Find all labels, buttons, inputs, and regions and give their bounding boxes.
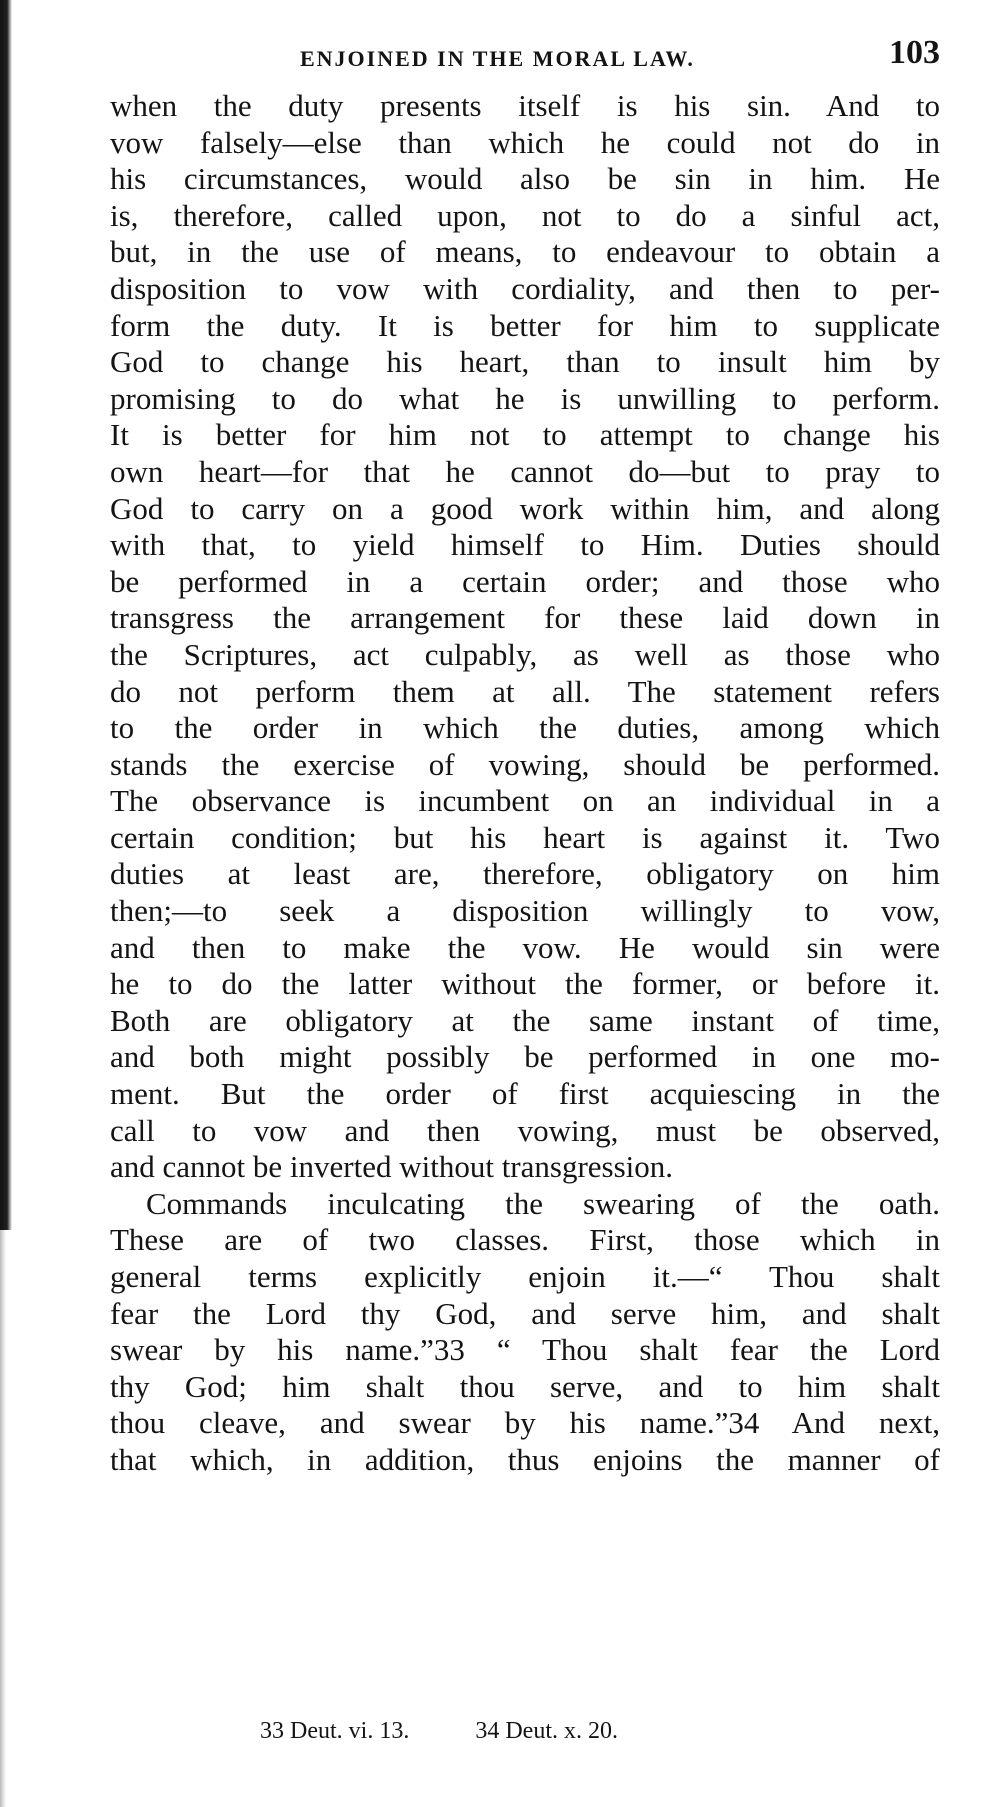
text-line: disposition to vow with cordiality, and then to per- — [110, 270, 940, 306]
text-line: thy God; him shalt thou serve, and to him shalt — [110, 1368, 940, 1404]
text-line: fear the Lord thy God, and serve him, and shalt — [110, 1295, 940, 1331]
text-line: his circumstances, would also be sin in him. He — [110, 161, 940, 197]
text-line: stands the exercise of vowing, should be performed. — [110, 746, 940, 782]
text-line: Commands inculcating the swearing of the oath. — [146, 1185, 940, 1221]
footnote-34: 34 Deut. x. 20. — [475, 1718, 618, 1744]
text-line: general terms explicitly enjoin it.—“ Thou shalt — [110, 1259, 940, 1294]
book-page — [110, 28, 940, 1788]
paragraph-2 — [110, 1186, 940, 1479]
binding-gutter-fade — [0, 1230, 6, 1807]
text-line: thou cleave, and swear by his name.”34 And next, — [110, 1405, 940, 1441]
text-line: but, in the use of means, to endeavour to obtain a — [110, 234, 940, 270]
text-line: duties at least are, therefore, obligatory on him — [110, 856, 940, 892]
text-line: do not perform them at all. The statement refers — [110, 673, 940, 709]
text-line: call to vow and then vowing, must be observed, — [110, 1112, 940, 1148]
page-number: 103 — [889, 34, 940, 71]
text-line: is, therefore, called upon, not to do a sinful act, — [110, 197, 940, 233]
text-line: transgress the arrangement for these laid down in — [110, 600, 940, 636]
text-line: Both are obligatory at the same instant of time, — [110, 1002, 940, 1038]
footnote-33: 33 Deut. vi. 13. — [260, 1718, 410, 1744]
text-line: certain condition; but his heart is against it. Two — [110, 819, 940, 855]
text-line: the Scriptures, act culpably, as well as those who — [110, 636, 940, 672]
running-head — [110, 28, 940, 88]
text-line: then;—to seek a disposition willingly to vow, — [110, 893, 940, 929]
text-line: to the order in which the duties, among which — [110, 710, 940, 746]
paragraph-1 — [110, 88, 940, 1186]
footnotes — [260, 1718, 678, 1745]
text-line: vow falsely—else than which he could not do in — [110, 124, 940, 160]
text-line: be performed in a certain order; and those who — [110, 563, 940, 599]
text-line: and cannot be inverted without transgression. — [110, 1149, 674, 1185]
text-line: when the duty presents itself is his sin. And to — [110, 88, 940, 123]
text-line: The observance is incumbent on an individual in a — [110, 783, 940, 819]
text-line: God to carry on a good work within him, and along — [110, 490, 940, 526]
text-line: promising to do what he is unwilling to perform. — [110, 380, 940, 416]
text-line: God to change his heart, than to insult him by — [110, 344, 940, 380]
binding-gutter-shadow — [0, 0, 12, 1230]
text-line: with that, to yield himself to Him. Duties should — [110, 527, 940, 563]
text-line: These are of two classes. First, those which in — [110, 1222, 940, 1258]
text-line: and both might possibly be performed in one mo- — [110, 1039, 940, 1075]
running-title: ENJOINED IN THE MORAL LAW. — [300, 46, 695, 71]
body-text — [110, 88, 940, 1479]
text-line: It is better for him not to attempt to change his — [110, 417, 940, 453]
text-line: that which, in addition, thus enjoins the manner of — [110, 1441, 940, 1477]
text-line: form the duty. It is better for him to supplicate — [110, 307, 940, 343]
text-line: ment. But the order of first acquiescing in the — [110, 1076, 940, 1112]
text-line: own heart—for that he cannot do—but to pray to — [110, 453, 940, 489]
text-line: he to do the latter without the former, or before it. — [110, 966, 940, 1002]
text-line: swear by his name.”33 “ Thou shalt fear the Lord — [110, 1332, 940, 1368]
text-line: and then to make the vow. He would sin were — [110, 929, 940, 965]
